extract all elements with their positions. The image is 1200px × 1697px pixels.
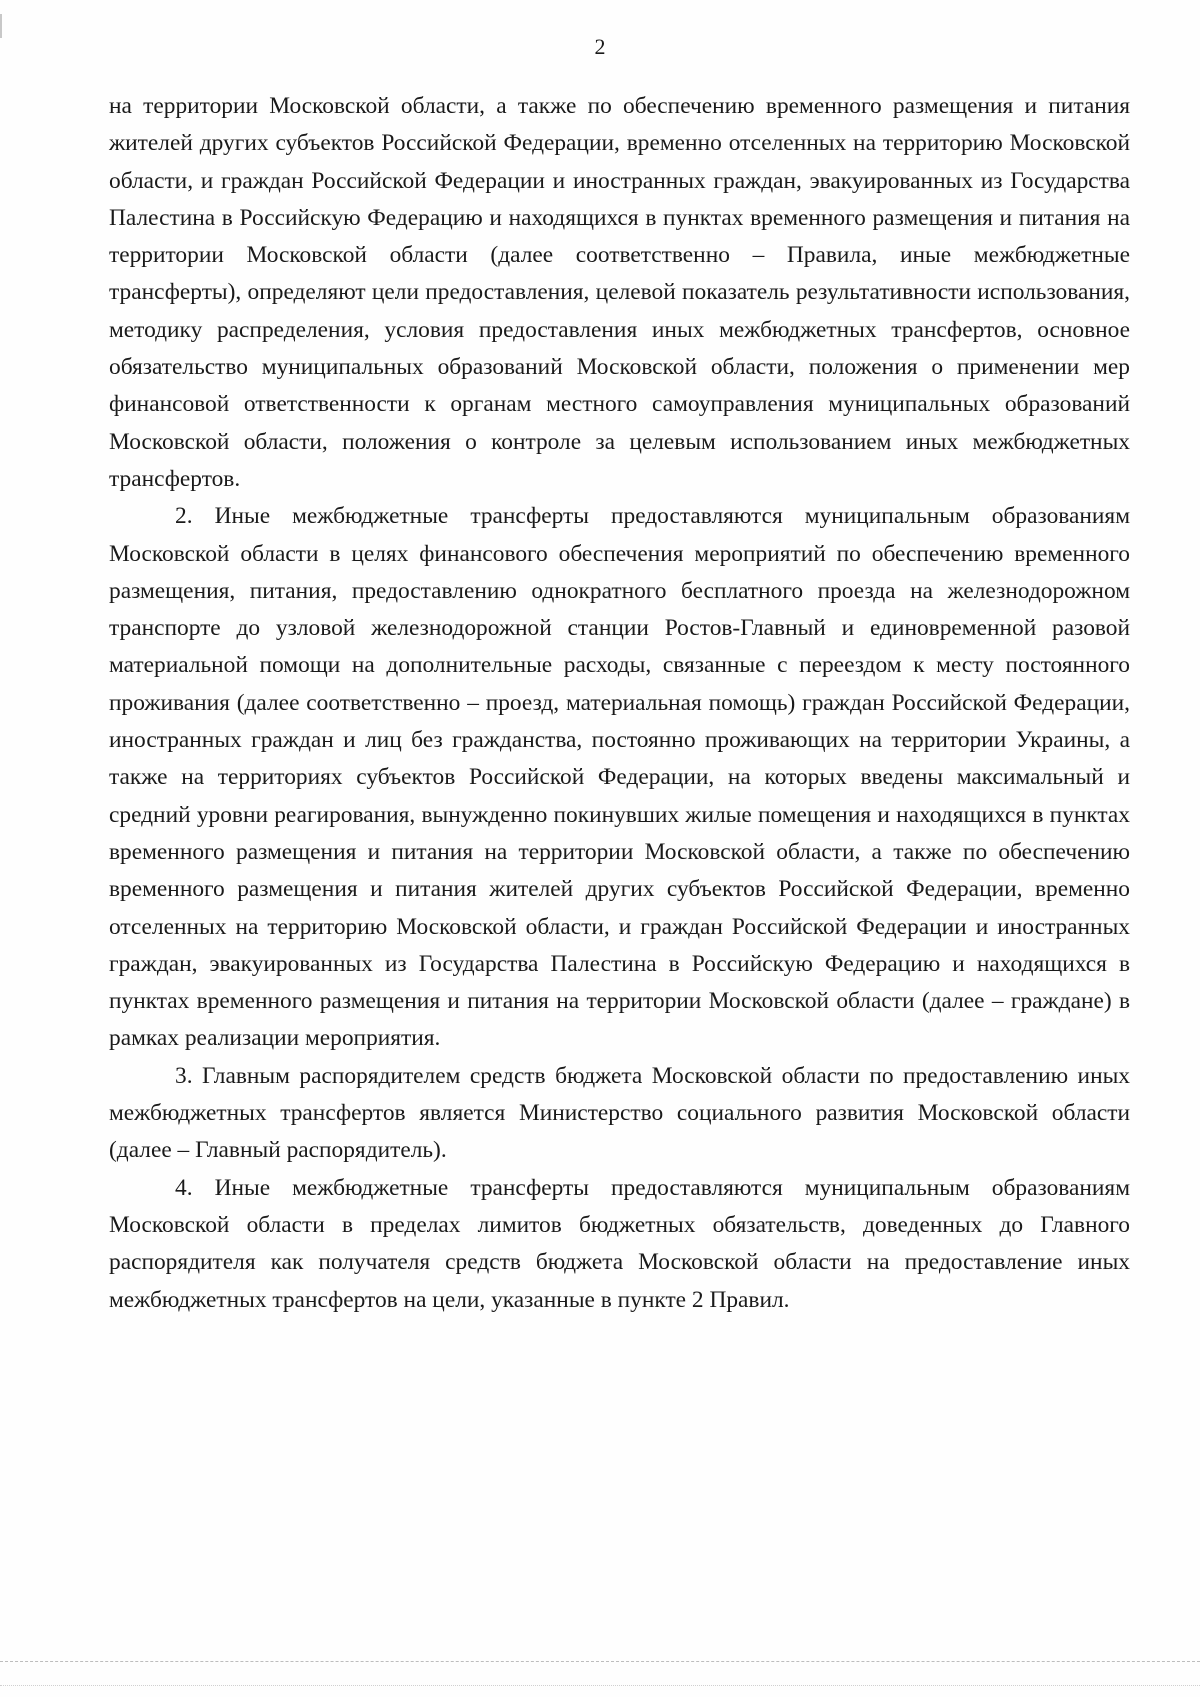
page-number: 2 <box>594 34 606 59</box>
paragraph-continuation: на территории Московской области, а также по обеспечению временного размещения и питания жителей других субъектов Российской Федерации, временно отселенных на территорию Московской области, и граждан Российской Федерации и иностранных граждан, эвакуированных из Государства Палестина в Российскую Федерацию и находящихся в пунктах временного размещения и питания на территории Московской области (далее соответственно – Правила, иные межбюджетные трансферты), определяют цели предоставления, целевой показатель результативности использования, методику распределения, условия предоставления иных межбюджетных трансфертов, основное обязательство муниципальных образований Московской области, положения о применении мер финансовой ответственности к органам местного самоуправления муниципальных образований Московской области, положения о контроле за целевым использованием иных межбюджетных трансфертов. <box>109 93 1130 492</box>
scan-bottom-edge <box>0 1661 1200 1662</box>
paragraph-item-4: 4. Иные межбюджетные трансферты предоставляются муниципальным образованиям Московской области в пределах лимитов бюджетных обязательств, доведенных до Главного распорядителя как получателя средств бюджета Московской области на предоставление иных межбюджетных трансфертов на цели, указанные в пункте 2 Правил. <box>109 1174 1130 1313</box>
scan-bottom-edge-shadow <box>0 1685 1200 1686</box>
paragraph-item-3: 3. Главным распорядителем средств бюджета Московской области по предоставлению иных межбюджетных трансфертов является Министерство социального развития Московской области (далее – Главный распорядитель). <box>109 1062 1130 1164</box>
document-body <box>109 88 1130 1319</box>
paragraph-item-2: 2. Иные межбюджетные трансферты предоставляются муниципальным образованиям Московской области в целях финансового обеспечения мероприятий по обеспечению временного размещения, питания, предоставлению однократного бесплатного проезда на железнодорожном транспорте до узловой железнодорожной станции Ростов-Главный и единовременной разовой материальной помощи на дополнительные расходы, связанные с переездом к месту постоянного проживания (далее соответственно – проезд, материальная помощь) граждан Российской Федерации, иностранных граждан и лиц без гражданства, постоянно проживающих на территории Украины, а также на территориях субъектов Российской Федерации, на которых введены максимальный и средний уровни реагирования, вынужденно покинувших жилые помещения и находящихся в пунктах временного размещения и питания на территории Московской области, а также по обеспечению временного размещения и питания жителей других субъектов Российской Федерации, временно отселенных на территорию Московской области, и граждан Российской Федерации и иностранных граждан, эвакуированных из Государства Палестина в Российскую Федерацию и находящихся в пунктах временного размещения и питания на территории Московской области (далее – граждане) в рамках реализации мероприятия. <box>109 503 1130 1052</box>
